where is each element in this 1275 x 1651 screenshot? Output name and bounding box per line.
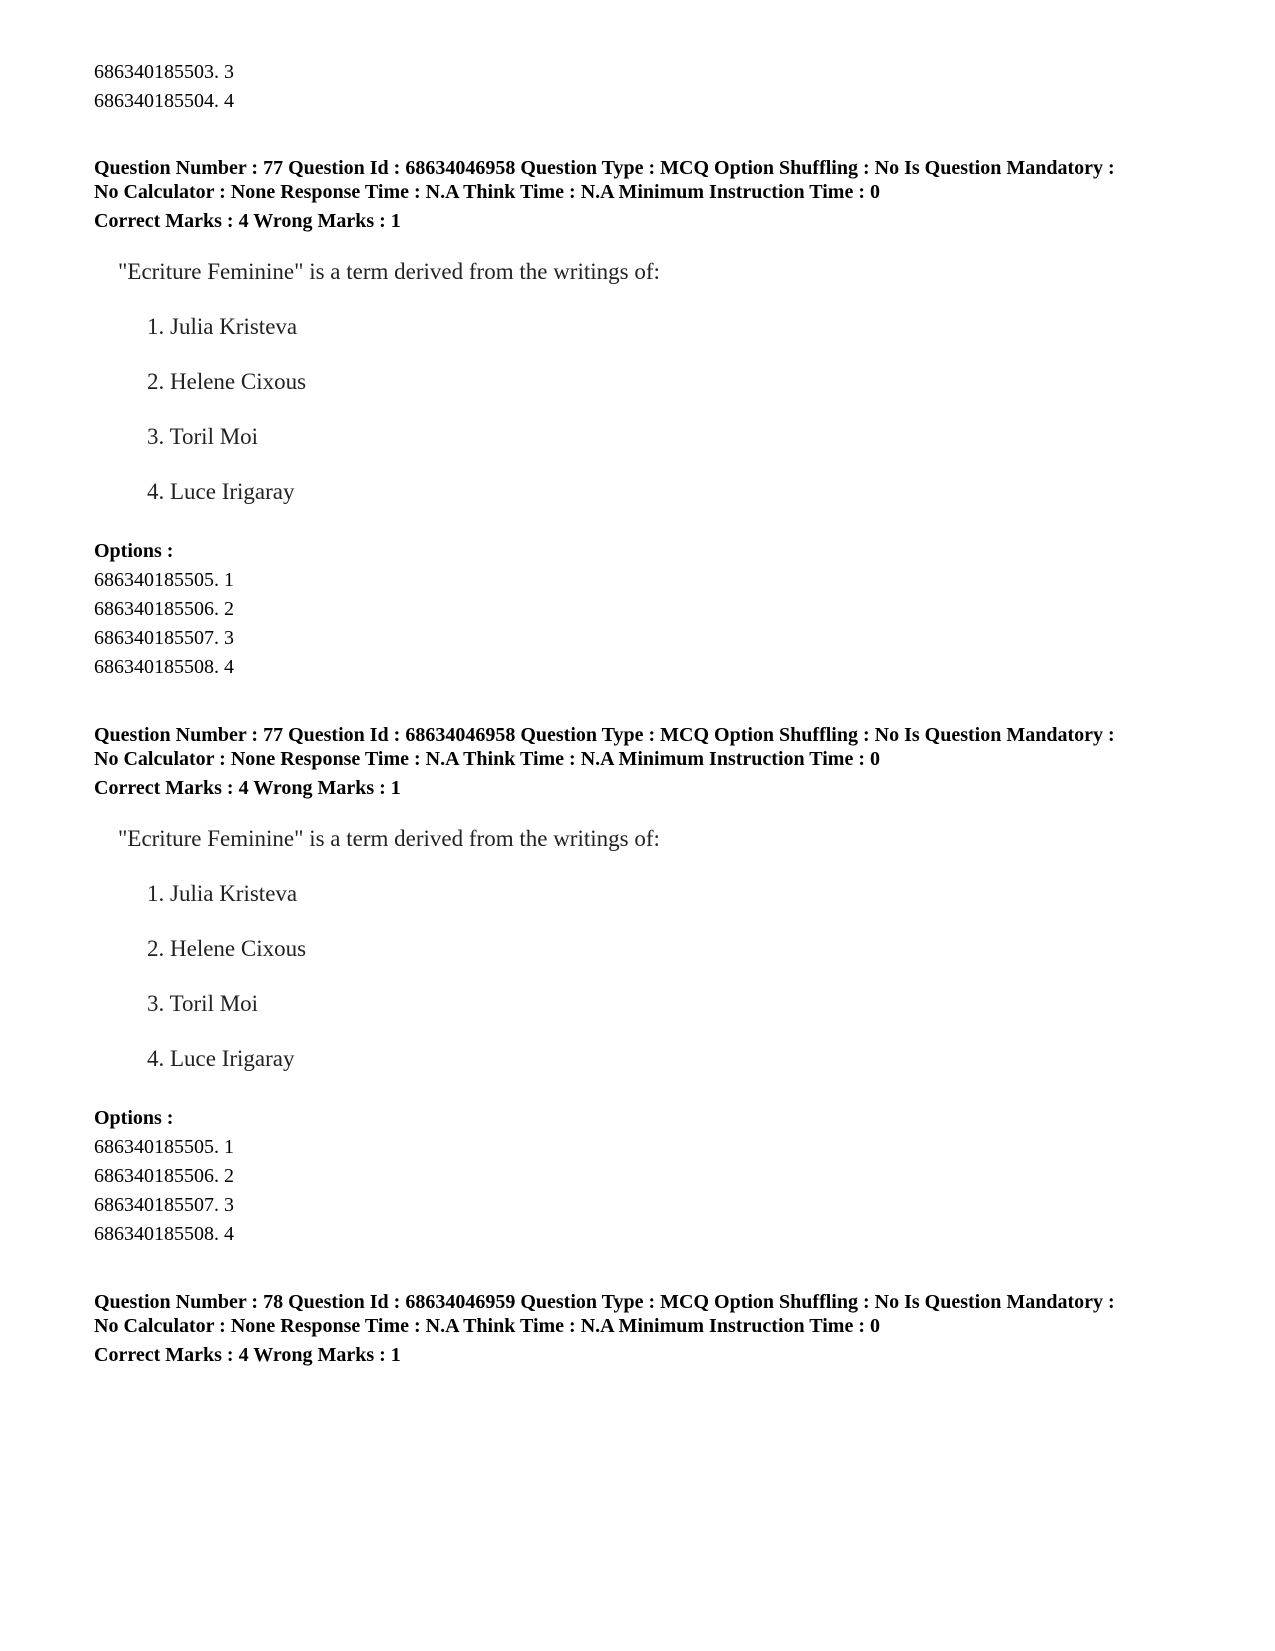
question-marks: Correct Marks : 4 Wrong Marks : 1 (94, 210, 401, 232)
option-line: 686340185505. 1 (94, 569, 234, 591)
question-marks: Correct Marks : 4 Wrong Marks : 1 (94, 1344, 401, 1366)
option-line: 686340185503. 3 (94, 61, 234, 83)
question-meta-line: No Calculator : None Response Time : N.A Think Time : N.A Minimum Instruction Time : 0 (94, 181, 880, 203)
question-choice: 4. Luce Irigaray (147, 479, 295, 504)
question-meta-line: No Calculator : None Response Time : N.A Think Time : N.A Minimum Instruction Time : 0 (94, 1315, 880, 1337)
question-meta-line: Question Number : 77 Question Id : 68634046958 Question Type : MCQ Option Shuffling : No Is Question Mandatory : (94, 157, 1115, 179)
question-meta-line: Question Number : 78 Question Id : 68634046959 Question Type : MCQ Option Shuffling : No Is Question Mandatory : (94, 1291, 1115, 1313)
question-choice: 3. Toril Moi (147, 424, 259, 449)
question-choice: 2. Helene Cixous (147, 369, 307, 394)
option-line: 686340185504. 4 (94, 90, 234, 112)
options-label: Options : (94, 540, 174, 562)
option-line: 686340185506. 2 (94, 1165, 234, 1187)
question-choice: 3. Toril Moi (147, 991, 259, 1016)
option-line: 686340185507. 3 (94, 1194, 234, 1216)
options-label: Options : (94, 1107, 174, 1129)
option-line: 686340185505. 1 (94, 1136, 234, 1158)
question-choice: 1. Julia Kristeva (147, 314, 298, 339)
question-text: "Ecriture Feminine" is a term derived from the writings of: (118, 826, 660, 851)
question-meta-line: No Calculator : None Response Time : N.A Think Time : N.A Minimum Instruction Time : 0 (94, 748, 880, 770)
option-line: 686340185508. 4 (94, 1223, 234, 1245)
question-marks: Correct Marks : 4 Wrong Marks : 1 (94, 777, 401, 799)
question-meta-line: Question Number : 77 Question Id : 68634046958 Question Type : MCQ Option Shuffling : No Is Question Mandatory : (94, 724, 1115, 746)
question-choice: 1. Julia Kristeva (147, 881, 298, 906)
option-line: 686340185508. 4 (94, 656, 234, 678)
option-line: 686340185507. 3 (94, 627, 234, 649)
question-text: "Ecriture Feminine" is a term derived from the writings of: (118, 259, 660, 284)
question-choice: 4. Luce Irigaray (147, 1046, 295, 1071)
question-choice: 2. Helene Cixous (147, 936, 307, 961)
option-line: 686340185506. 2 (94, 598, 234, 620)
